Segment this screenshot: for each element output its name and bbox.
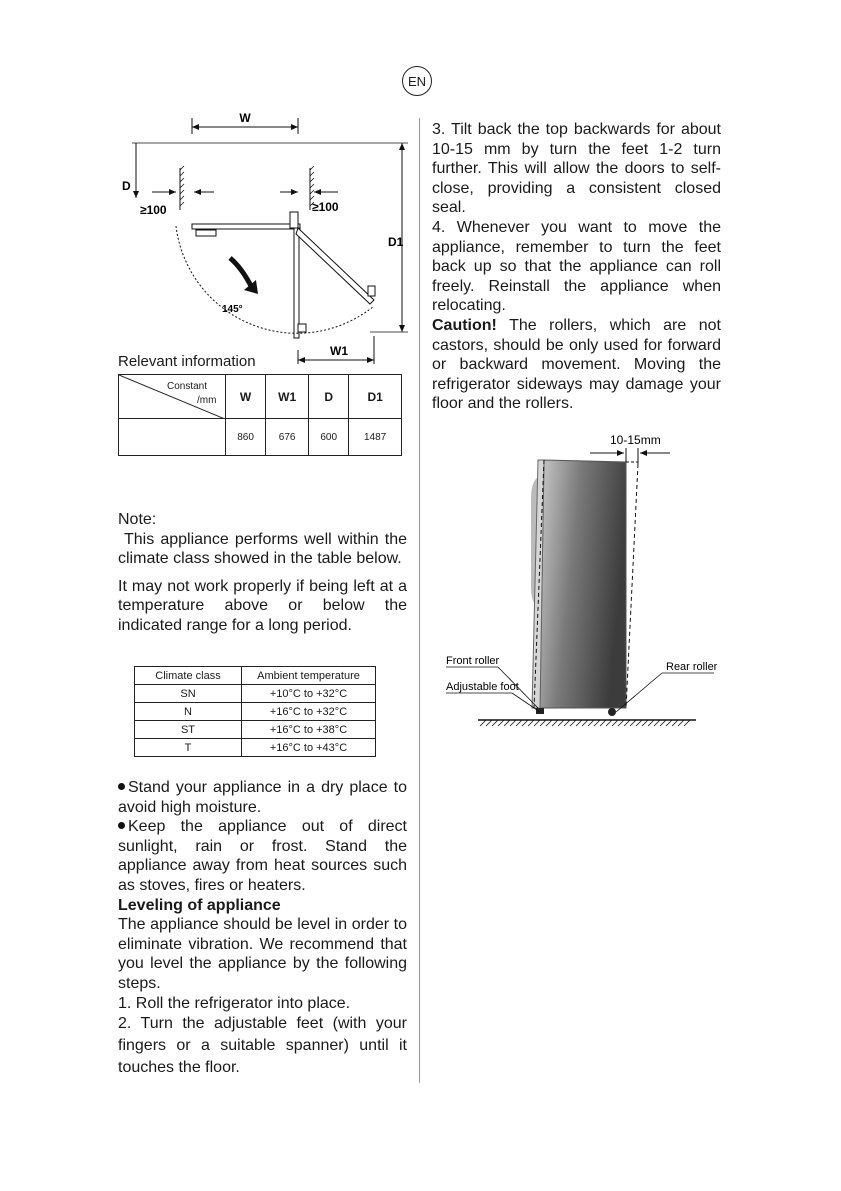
caution-text: The rollers, which are not castors, should be only used for forward or backward movement. Moving the refrigerator sideways may damage your floor and the rollers. (432, 316, 721, 413)
language-badge: EN (402, 66, 432, 96)
leveling-step1: 1. Roll the refrigerator into place. (118, 994, 351, 1012)
climate-class-table (134, 666, 376, 757)
leveling-intro: The appliance should be level in order to eliminate vibration. We recommend that you level the appliance by the following steps. (118, 916, 407, 992)
value-w: 860 (226, 419, 266, 456)
tilt-side-diagram (440, 428, 730, 738)
leveling-step2: 2. Turn the adjustable feet (with your fingers or a suitable spanner) until it touches the floor. (118, 1015, 407, 1077)
col-w: W (226, 375, 266, 419)
note-section (118, 510, 407, 636)
table-row: N +16°C to +32°C (135, 703, 376, 721)
table-row: ST +16°C to +38°C (135, 721, 376, 739)
label-clearance-left: ≥100 (140, 203, 167, 217)
header-ambient-temp: Ambient temperature (242, 667, 376, 685)
table-row: T +16°C to +43°C (135, 739, 376, 757)
tilt-label: 10-15mm (610, 433, 661, 447)
caution-label: Caution! (432, 316, 497, 334)
label-d: D (122, 179, 131, 193)
note-heading: Note: (118, 511, 157, 528)
caution-paragraph (432, 316, 721, 414)
label-angle: 145° (222, 304, 243, 315)
front-roller-label: Front roller (446, 655, 500, 667)
value-d1: 1487 (349, 419, 402, 456)
label-w: W (239, 111, 251, 125)
label-d1: D1 (388, 235, 404, 249)
corner-cell: Constant /mm (119, 375, 226, 419)
label-w1: W1 (330, 344, 348, 358)
col-w1: W1 (266, 375, 309, 419)
table-row: SN +10°C to +32°C (135, 685, 376, 703)
instructions-right (432, 120, 721, 414)
leveling-step3: 3. Tilt back the top backwards for about 10-15 mm by turn the feet 1-2 turn further. This will allow the doors to self-close, providing a consistent closed seal. (432, 121, 721, 217)
note-para2: It may not work properly if being left at a temperature above or below the indicated range for a long period. (118, 577, 407, 634)
column-divider (419, 118, 420, 1083)
leveling-step4: 4. Whenever you want to move the appliance, remember to turn the feet back up so that the appliance can roll freely. Reinstall the appliance when relocating. (432, 218, 721, 315)
door-clearance-diagram (118, 110, 418, 370)
leveling-heading: Leveling of appliance (118, 896, 281, 914)
dimensions-table (118, 374, 402, 456)
bullet-sunlight: Keep the appliance out of direct sunlight, rain or frost. Stand the appliance away from heat sources such as stoves, fires or heaters. (118, 818, 407, 894)
relevant-info-heading: Relevant information (118, 353, 256, 370)
value-d: 600 (309, 419, 349, 456)
header-climate-class: Climate class (135, 667, 242, 685)
rear-roller-label: Rear roller (666, 661, 718, 673)
col-d1: D1 (349, 375, 402, 419)
label-clearance-right: ≥100 (312, 200, 339, 214)
value-w1: 676 (266, 419, 309, 456)
bullet-dry-place: Stand your appliance in a dry place to avoid high moisture. (118, 779, 407, 816)
note-para1: This appliance performs well within the climate class showed in the table below. (118, 530, 407, 568)
empty-cell (119, 419, 226, 456)
col-d: D (309, 375, 349, 419)
instructions-left (118, 778, 407, 1079)
adjustable-foot-label: Adjustable foot (446, 681, 519, 693)
